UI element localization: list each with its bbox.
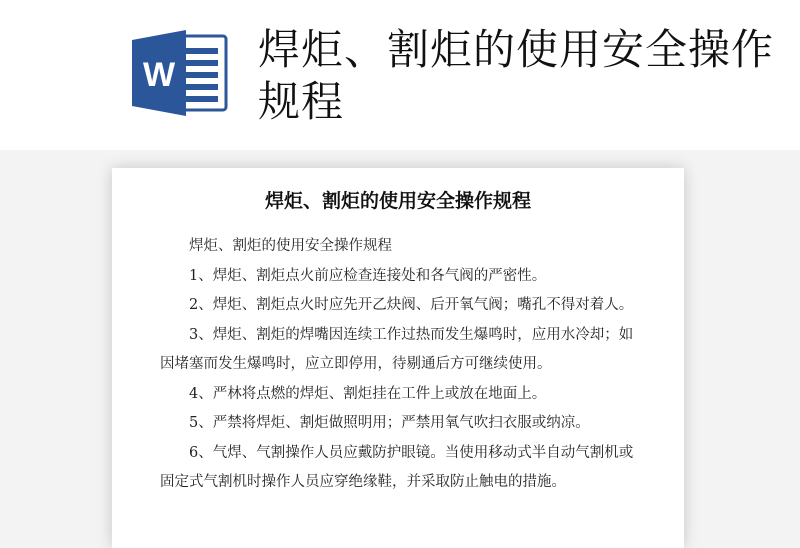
document-body: [160, 232, 638, 498]
paragraph: 4、严林将点燃的焊炬、割炬挂在工件上或放在地面上。: [189, 385, 547, 402]
paragraph: 3、焊炬、割炬的焊嘴因连续工作过热而发生爆鸣时，应用水冷却；如因堵塞而发生爆鸣时，应立即停用，待剔通后方可继续使用。: [160, 326, 634, 372]
word-document-icon: [130, 30, 230, 116]
header-banner: [0, 0, 800, 150]
word-icon-letter: W: [142, 56, 176, 94]
paragraph: 2、焊炬、割炬点火时应先开乙炔阀、后开氧气阀；嘴孔不得对着人。: [189, 297, 634, 313]
paragraph: 6、气焊、气割操作人员应戴防护眼镜。当使用移动式半自动气割机或固定式气割机时操作人员应穿绝缘鞋，并采取防止触电的措施。: [160, 444, 634, 490]
page-title: 焊炬、割炬的使用安全操作规程: [258, 25, 775, 126]
paragraph: 焊炬、割炬的使用安全操作规程: [189, 238, 392, 254]
document-title: 焊炬、割炬的使用安全操作规程: [264, 190, 531, 212]
document-page: [112, 168, 684, 548]
paragraph: 1、焊炬、割炬点火前应检查连接处和各气阀的严密性。: [189, 267, 547, 284]
paragraph: 5、严禁将焊炬、割炬做照明用；严禁用氧气吹扫衣服或纳凉。: [189, 415, 590, 431]
